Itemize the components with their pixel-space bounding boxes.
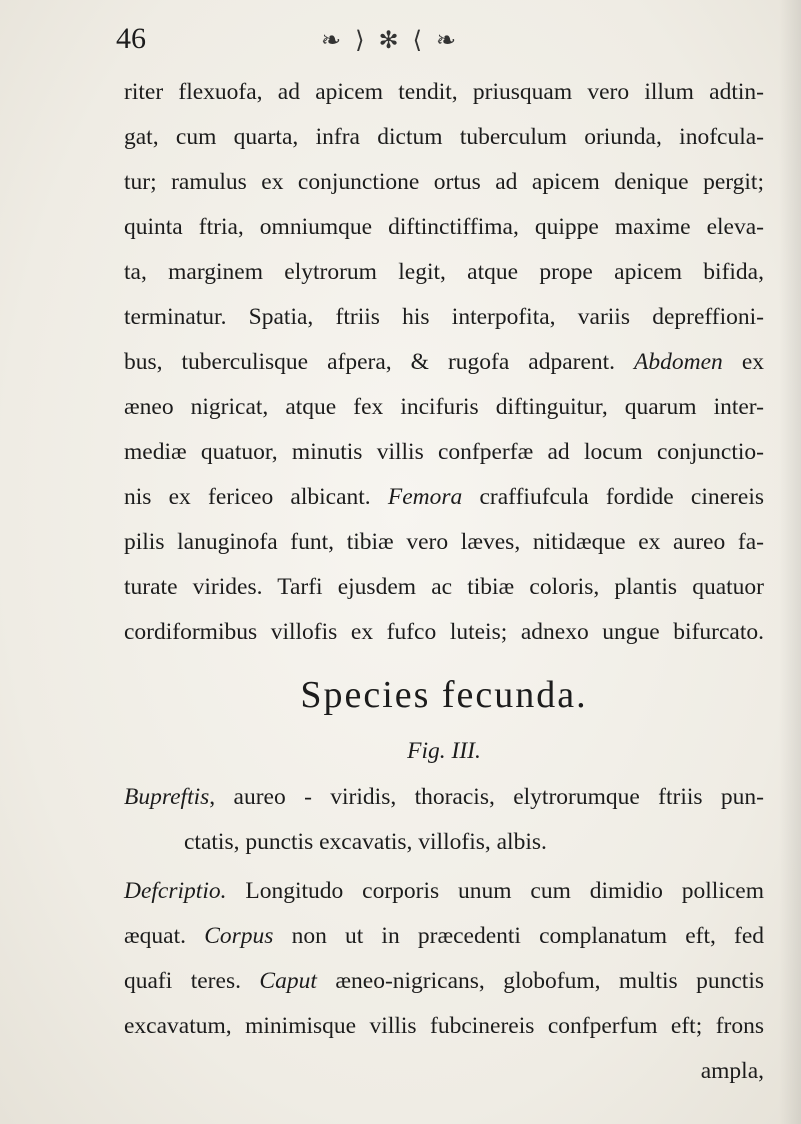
text-line: cordiformibus villofis ex fufco luteis; adnexo ungue bifurcato.	[124, 619, 764, 645]
text-line: æneo nigricat, atque fex incifuris diftinguitur, quarum inter-	[124, 394, 764, 420]
text-line: quafi teres. Caput æneo-nigricans, globofum, multis punctis	[124, 968, 765, 994]
text-line: gat, cum quarta, infra dictum tuberculum oriunda, inofcula-	[124, 124, 764, 150]
text-line: ctatis, punctis excavatis, villofis, albis.	[184, 829, 547, 855]
page-header	[116, 22, 761, 62]
text-line: bus, tuberculisque afpera, & rugofa adparent. Abdomen ex	[124, 349, 764, 375]
page-number: 46	[116, 22, 146, 55]
section-heading: Species fecunda.	[300, 674, 588, 716]
term-caput: Caput	[259, 968, 317, 994]
header-ornament: ❧ ⟩ ✻ ⟨ ❧	[321, 28, 461, 54]
text-line: terminatur. Spatia, ftriis his interpofita, variis depreffioni-	[124, 304, 764, 330]
text-line: ta, marginem elytrorum legit, atque prope apicem bifida,	[124, 259, 764, 285]
term-abdomen: Abdomen	[634, 349, 723, 375]
term-corpus: Corpus	[204, 923, 274, 949]
text-line: riter flexuofa, ad apicem tendit, priusquam vero illum adtin-	[124, 79, 764, 105]
text-line: quinta ftria, omniumque diftinctiffima, quippe maxime eleva-	[124, 214, 764, 240]
body-text	[124, 70, 764, 1094]
text-line: Bupreftis, aureo - viridis, thoracis, elytrorumque ftriis pun-	[124, 784, 764, 810]
text-line: mediæ quatuor, minutis villis confperfæ ad locum conjunctio-	[124, 439, 764, 465]
term-bupreftis: Bupreftis	[124, 784, 210, 810]
text-line: tur; ramulus ex conjunctione ortus ad apicem denique pergit;	[124, 169, 764, 195]
term-femora: Femora	[387, 484, 463, 510]
text-line: Defcriptio. Longitudo corporis unum cum dimidio pollicem	[124, 878, 764, 904]
text-line: turate virides. Tarfi ejusdem ac tibiæ coloris, plantis quatuor	[124, 574, 764, 600]
text-line: æquat. Corpus non ut in præcedenti complanatum eft, fed	[124, 923, 765, 949]
term-descriptio: Defcriptio.	[124, 878, 227, 904]
catchword: ampla,	[700, 1058, 764, 1084]
figure-label: Fig. III.	[407, 738, 481, 764]
page-edge-shadow	[779, 0, 801, 1124]
text-line: nis ex fericeo albicant. Femora craffiufcula fordide cinereis	[124, 484, 764, 510]
text-line: pilis lanuginofa funt, tibiæ vero læves, nitidæque ex aureo fa-	[124, 529, 764, 555]
text-line: excavatum, minimisque villis fubcinereis confperfum eft; frons	[124, 1013, 764, 1039]
